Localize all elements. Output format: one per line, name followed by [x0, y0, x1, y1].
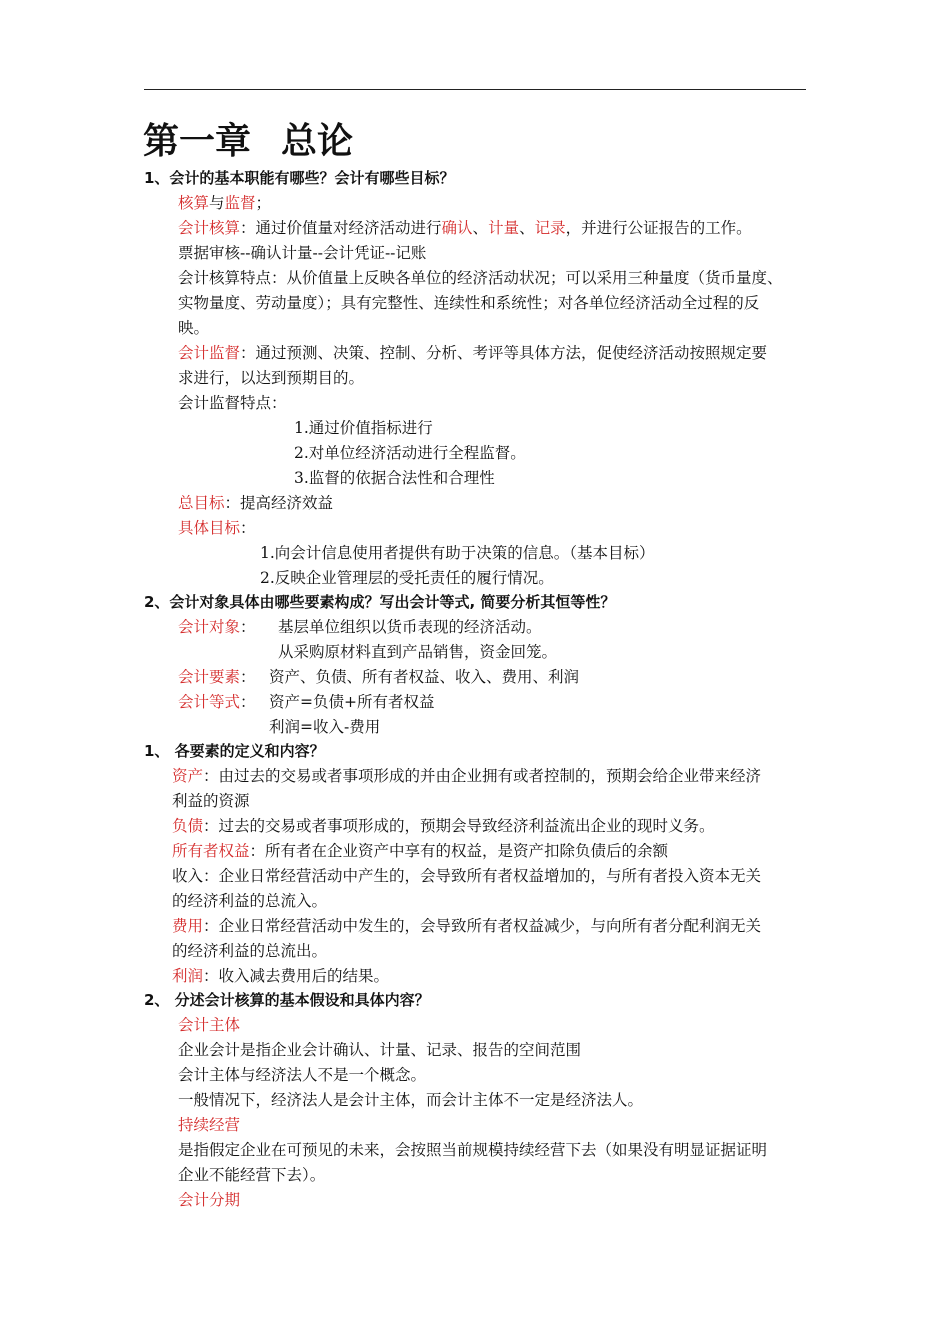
question-heading-2: 2、会计对象具体由哪些要素构成？写出会计等式, 简要分析其恒等性？	[144, 593, 616, 611]
hesuan-definition: 会计核算：通过价值量对经济活动进行确认、计量、记录，并进行公证报告的工作。	[178, 219, 752, 237]
jiandu-features-label: 会计监督特点：	[178, 394, 287, 412]
liability-definition: 负债：过去的交易或者事项形成的，预期会导致经济利益流出企业的现时义务。	[172, 817, 715, 835]
jiandu-feature: 1.通过价值指标进行	[294, 419, 433, 437]
chapter-name: 总论	[281, 120, 354, 162]
elements-list: 资产、负债、所有者权益、收入、费用、利润	[269, 668, 580, 686]
jiandu-definition-cont: 求进行，以达到预期目的。	[178, 369, 365, 387]
asset-definition-cont: 利益的资源	[172, 792, 250, 810]
period-term: 会计分期	[178, 1191, 241, 1209]
income-definition-cont: 的经济利益的总流入。	[172, 892, 328, 910]
term: 会计监督	[178, 344, 241, 362]
jiandu-definition: 会计监督：通过预测、决策、控制、分析、考评等具体方法，促使经济活动按照规定要	[178, 344, 768, 362]
hesuan-feature-line: 映。	[178, 319, 210, 337]
going-concern-line: 是指假定企业在可预见的未来，会按照当前规模持续经营下去（如果没有明显证据证明	[178, 1141, 768, 1159]
functions-line: 核算与监督；	[178, 194, 272, 212]
entity-line: 一般情况下，经济法人是会计主体，而会计主体不一定是经济法人。	[178, 1091, 644, 1109]
equation-line: 资产=负债+所有者权益	[269, 693, 435, 711]
jiandu-feature: 2.对单位经济活动进行全程监督。	[294, 444, 526, 462]
chapter-number: 第一章	[143, 120, 252, 162]
entity-line: 企业会计是指企业会计确认、计量、记录、报告的空间范围	[178, 1041, 582, 1059]
entity-line: 会计主体与经济法人不是一个概念。	[178, 1066, 427, 1084]
asset-definition: 资产：由过去的交易或者事项形成的并由企业拥有或者控制的，预期会给企业带来经济	[172, 767, 762, 785]
bill-flow: 票据审核--确认计量--会计凭证--记账	[178, 244, 427, 262]
question-heading-1: 1、会计的基本职能有哪些？会计有哪些目标？	[144, 169, 455, 187]
jiandu-feature: 3.监督的依据合法性和合理性	[294, 469, 495, 487]
equation-line: 利润=收入-费用	[269, 718, 381, 736]
question-heading-3: 1、 各要素的定义和内容？	[144, 742, 325, 760]
header-rule	[144, 89, 806, 90]
entity-term: 会计主体	[178, 1016, 241, 1034]
going-concern-term: 持续经营	[178, 1116, 241, 1134]
hesuan-feature-line: 会计核算特点：从价值量上反映各单位的经济活动状况；可以采用三种量度（货币量度、	[178, 269, 783, 287]
going-concern-line: 企业不能经营下去）。	[178, 1166, 326, 1184]
equity-definition: 所有者权益：所有者在企业资产中享有的权益，是资产扣除负债后的余额	[172, 842, 669, 860]
question-heading-4: 2、 分述会计核算的基本假设和具体内容？	[144, 991, 430, 1009]
specific-goal: 2.反映企业管理层的受托责任的履行情况。	[260, 569, 554, 587]
specific-goal-label: 具体目标：	[178, 519, 256, 537]
object-label: 会计对象：	[178, 618, 256, 636]
object-line: 从采购原材料直到产品销售，资金回笼。	[278, 643, 558, 661]
specific-goal: 1.向会计信息使用者提供有助于决策的信息。（基本目标）	[260, 544, 655, 562]
hesuan-feature-line: 实物量度、劳动量度）；具有完整性、连续性和系统性；对各单位经济活动全过程的反	[178, 294, 760, 312]
elements-label: 会计要素：	[178, 668, 256, 686]
term: 会计核算	[178, 219, 241, 237]
object-line: 基层单位组织以货币表现的经济活动。	[278, 618, 542, 636]
general-goal: 总目标：提高经济效益	[178, 494, 334, 512]
expense-definition: 费用：企业日常经营活动中发生的，会导致所有者权益减少，与向所有者分配利润无关	[172, 917, 762, 935]
expense-definition-cont: 的经济利益的总流出。	[172, 942, 328, 960]
income-definition: 收入：企业日常经营活动中产生的，会导致所有者权益增加的，与所有者投入资本无关	[172, 867, 762, 885]
chapter-title	[143, 116, 353, 166]
profit-definition: 利润：收入减去费用后的结果。	[172, 967, 390, 985]
equation-label: 会计等式：	[178, 693, 256, 711]
